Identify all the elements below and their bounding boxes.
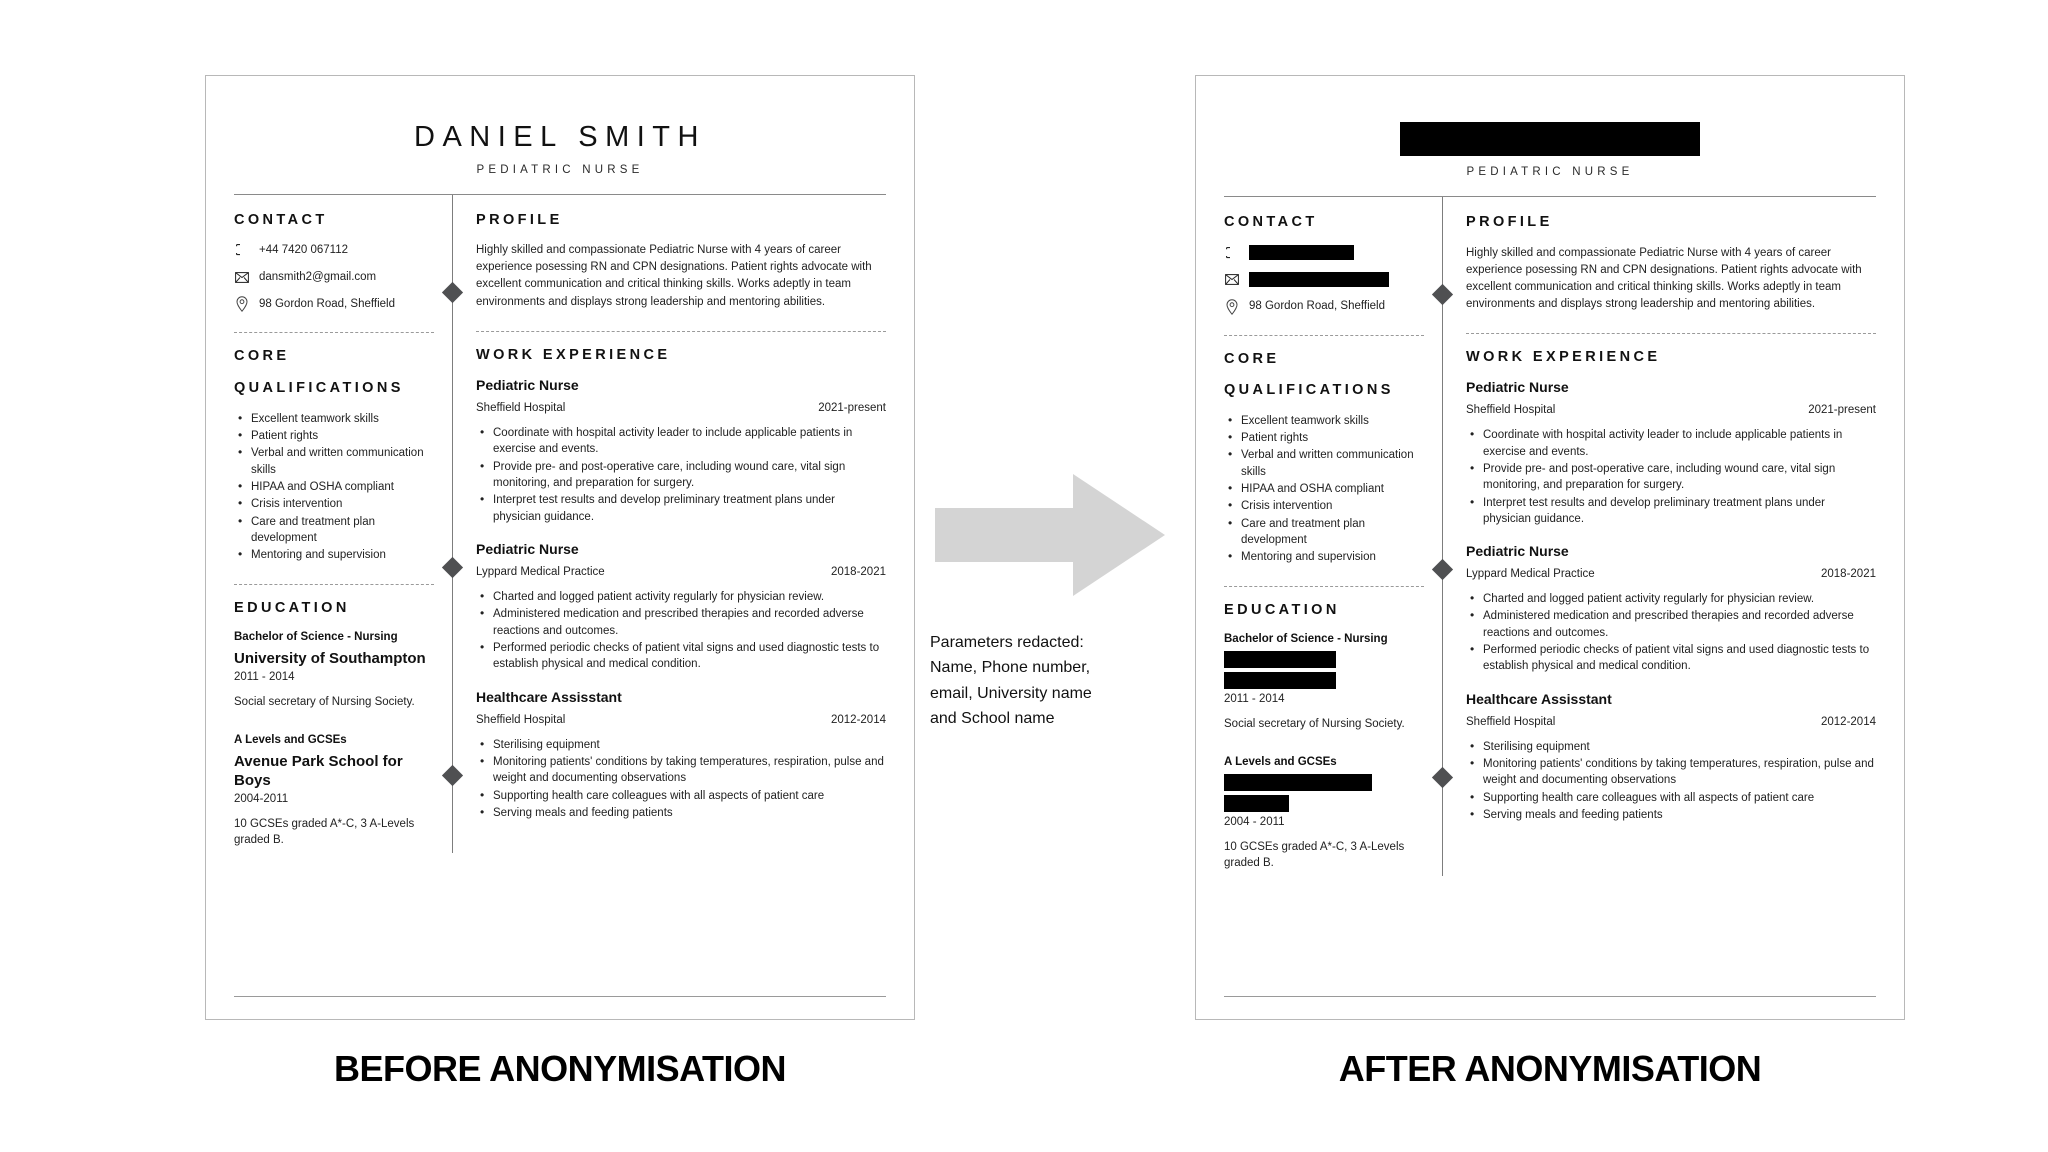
job-meta xyxy=(476,714,886,726)
work-experience-heading: WORK EXPERIENCE xyxy=(1466,348,1661,365)
job-bullets xyxy=(1466,591,1876,675)
section-separator xyxy=(1224,586,1424,587)
redaction-explanation-caption xyxy=(930,630,1145,731)
job-dates: 2018-2021 xyxy=(831,566,886,579)
contact-email-row xyxy=(234,269,434,285)
section-separator xyxy=(234,584,434,585)
list-item: • HIPAA and OSHA compliant xyxy=(1239,481,1424,497)
job-role: Pediatric Nurse xyxy=(1466,379,1569,396)
email-icon xyxy=(1224,272,1239,288)
resume-body xyxy=(1224,197,1876,876)
profile-heading: PROFILE xyxy=(476,211,563,228)
core-qualifications-heading-line2: QUALIFICATIONS xyxy=(1224,382,1394,399)
job-bullets xyxy=(476,737,886,822)
contact-email-row xyxy=(1224,272,1424,288)
core-qualifications-list xyxy=(234,411,434,564)
label-after-anonymisation: AFTER ANONYMISATION xyxy=(1338,1048,1762,1089)
section-separator xyxy=(234,332,434,333)
work-experience-entry xyxy=(1466,691,1876,824)
contact-phone-row xyxy=(1224,245,1424,261)
redaction-bar-university-line2 xyxy=(1224,672,1336,689)
list-item: • Supporting health care colleagues with all aspects of patient care xyxy=(491,788,886,804)
caption-line-4: and School name xyxy=(930,709,1055,727)
job-dates: 2018-2021 xyxy=(1821,568,1876,581)
job-role: Healthcare Assisstant xyxy=(1466,690,1612,707)
profile-text: Highly skilled and compassionate Pediatric Nurse with 4 years of career experience posessing RN and CPN designations. Patient rights advocate with excellent communication and critical thinking skills. Works adeptly in team environments and displays strong leadership and mentoring abilities. xyxy=(1466,246,1862,310)
education-degree: Bachelor of Science - Nursing xyxy=(1224,633,1388,646)
job-employer: Lyppard Medical Practice xyxy=(476,566,605,579)
job-meta xyxy=(1466,716,1876,728)
education-entry xyxy=(234,630,434,711)
job-role: Pediatric Nurse xyxy=(476,541,579,558)
contact-address-row xyxy=(234,296,434,312)
work-experience-entry xyxy=(1466,379,1876,527)
resume-after-anonymisation xyxy=(1195,75,1905,1020)
redaction-bar-name xyxy=(1400,122,1700,156)
job-employer: Sheffield Hospital xyxy=(476,402,566,415)
job-meta xyxy=(1466,404,1876,416)
section-separator xyxy=(476,331,886,332)
list-item: • HIPAA and OSHA compliant xyxy=(249,479,434,495)
job-bullets xyxy=(476,425,886,525)
contact-heading: CONTACT xyxy=(1224,214,1318,230)
education-degree: Bachelor of Science - Nursing xyxy=(234,631,398,644)
list-item: • Patient rights xyxy=(249,428,434,444)
resume-right-column xyxy=(1442,213,1876,876)
education-note: Social secretary of Nursing Society. xyxy=(234,696,415,709)
section-separator xyxy=(1466,333,1876,334)
list-item: • Performed periodic checks of patient vital signs and used diagnostic tests to establish physical and medical condition. xyxy=(491,640,886,673)
list-item: • Administered medication and prescribed therapies and recorded adverse reactions and outcomes. xyxy=(491,606,886,639)
label-before-anonymisation: BEFORE ANONYMISATION xyxy=(333,1048,786,1089)
work-experience-entry xyxy=(476,689,886,822)
list-item: • Care and treatment plan development xyxy=(249,514,434,547)
caption-line-1: Parameters redacted: xyxy=(930,634,1084,651)
redaction-bar-school-line1 xyxy=(1224,774,1372,791)
education-degree: A Levels and GCSEs xyxy=(234,734,347,747)
list-item: • Serving meals and feeding patients xyxy=(491,805,886,821)
education-note: 10 GCSEs graded A*-C, 3 A-Levels graded B. xyxy=(1224,840,1405,869)
list-item: • Patient rights xyxy=(1239,430,1424,446)
list-item: • Excellent teamwork skills xyxy=(249,411,434,427)
list-item: • Coordinate with hospital activity leader to include applicable patients in exercise and events. xyxy=(1481,427,1876,460)
job-employer: Sheffield Hospital xyxy=(1466,404,1556,417)
list-item: • Serving meals and feeding patients xyxy=(1481,807,1876,823)
list-item: • Charted and logged patient activity regularly for physician review. xyxy=(491,589,886,605)
core-qualifications-heading-line1: CORE xyxy=(234,348,290,365)
resume-header xyxy=(234,76,886,176)
education-years: 2004-2011 xyxy=(234,793,289,806)
contact-phone-value: +44 7420 067112 xyxy=(259,244,349,257)
education-entry xyxy=(1224,632,1424,733)
email-icon xyxy=(234,269,249,285)
job-employer: Sheffield Hospital xyxy=(476,713,566,726)
job-dates: 2021-present xyxy=(1808,404,1876,417)
section-separator xyxy=(1224,335,1424,336)
job-employer: Lyppard Medical Practice xyxy=(1466,568,1595,581)
list-item: • Care and treatment plan development xyxy=(1239,516,1424,549)
list-item: • Crisis intervention xyxy=(1239,498,1424,514)
job-bullets xyxy=(1466,739,1876,824)
list-item: • Sterilising equipment xyxy=(491,737,886,753)
list-item: • Supporting health care colleagues with all aspects of patient care xyxy=(1481,790,1876,806)
list-item: • Provide pre- and post-operative care, including wound care, vital sign monitoring, and preparation for surgery. xyxy=(1481,461,1876,494)
phone-icon xyxy=(234,242,249,258)
list-item: • Coordinate with hospital activity leader to include applicable patients in exercise and events. xyxy=(491,425,886,458)
job-bullets xyxy=(476,589,886,673)
contact-email-value: dansmith2@gmail.com xyxy=(259,271,377,284)
list-item: • Verbal and written communication skills xyxy=(1239,447,1424,480)
list-item: • Mentoring and supervision xyxy=(1239,549,1424,565)
job-dates: 2021-present xyxy=(818,402,886,415)
core-qualifications-heading-line2: QUALIFICATIONS xyxy=(234,380,404,397)
education-years: 2011 - 2014 xyxy=(234,671,295,684)
candidate-job-title: PEDIATRIC NURSE xyxy=(1466,166,1634,178)
footer-divider xyxy=(1224,996,1876,997)
footer-divider xyxy=(234,996,886,997)
spacer xyxy=(234,715,434,733)
list-item: • Administered medication and prescribed therapies and recorded adverse reactions and outcomes. xyxy=(1481,608,1876,641)
education-entry xyxy=(1224,755,1424,872)
work-experience-heading: WORK EXPERIENCE xyxy=(476,346,671,363)
education-note: 10 GCSEs graded A*-C, 3 A-Levels graded B. xyxy=(234,818,415,847)
transformation-arrow-icon xyxy=(935,470,1165,600)
redaction-bar-school-line2 xyxy=(1224,795,1289,812)
list-item: • Interpret test results and develop preliminary treatment plans under physician guidance. xyxy=(491,492,886,525)
resume-right-column xyxy=(452,211,886,853)
list-item: • Crisis intervention xyxy=(249,496,434,512)
core-qualifications-list xyxy=(1224,413,1424,566)
list-item: • Verbal and written communication skills xyxy=(249,445,434,478)
resume-before-anonymisation xyxy=(205,75,915,1020)
core-qualifications-heading-line1: CORE xyxy=(1224,350,1280,367)
contact-address-row xyxy=(1224,299,1424,315)
caption-line-3: email, University name xyxy=(930,684,1092,702)
profile-text: Highly skilled and compassionate Pediatric Nurse with 4 years of career experience posessing RN and CPN designations. Patient rights advocate with excellent communication and critical thinking skills. Works adeptly in team environments and displays strong leadership and mentoring abilities. xyxy=(476,244,872,308)
resume-header xyxy=(1224,76,1876,178)
education-note: Social secretary of Nursing Society. xyxy=(1224,718,1405,731)
education-heading: EDUCATION xyxy=(1224,601,1340,618)
job-meta xyxy=(476,402,886,414)
job-role: Healthcare Assisstant xyxy=(476,688,622,705)
resume-body xyxy=(234,195,886,853)
spacer xyxy=(1224,737,1424,755)
candidate-job-title: PEDIATRIC NURSE xyxy=(476,163,644,176)
work-experience-entry xyxy=(476,541,886,673)
job-role: Pediatric Nurse xyxy=(476,377,579,394)
profile-heading: PROFILE xyxy=(1466,214,1553,230)
resume-left-column xyxy=(1224,213,1442,876)
phone-icon xyxy=(1224,245,1239,261)
education-years: 2004 - 2011 xyxy=(1224,815,1285,828)
education-school: Avenue Park School for Boys xyxy=(234,753,403,790)
job-employer: Sheffield Hospital xyxy=(1466,715,1556,728)
contact-phone-row xyxy=(234,242,434,258)
resume-left-column xyxy=(234,211,452,853)
caption-line-2: Name, Phone number, xyxy=(930,659,1091,677)
job-dates: 2012-2014 xyxy=(1821,715,1876,728)
list-item: • Charted and logged patient activity regularly for physician review. xyxy=(1481,591,1876,607)
list-item: • Monitoring patients' conditions by taking temperatures, respiration, pulse and weight and documenting observations xyxy=(1481,756,1876,789)
contact-address-value: 98 Gordon Road, Sheffield xyxy=(259,298,395,311)
work-experience-entry xyxy=(1466,543,1876,675)
location-pin-icon xyxy=(1224,299,1239,315)
education-entry xyxy=(234,733,434,849)
list-item: • Provide pre- and post-operative care, including wound care, vital sign monitoring, and preparation for surgery. xyxy=(491,459,886,492)
list-item: • Mentoring and supervision xyxy=(249,547,434,563)
job-meta xyxy=(476,566,886,578)
job-dates: 2012-2014 xyxy=(831,713,886,726)
contact-address-value: 98 Gordon Road, Sheffield xyxy=(1249,300,1385,313)
redaction-bar-email xyxy=(1249,272,1389,287)
list-item: • Monitoring patients' conditions by taking temperatures, respiration, pulse and weight and documenting observations xyxy=(491,754,886,787)
job-meta xyxy=(1466,568,1876,580)
contact-heading: CONTACT xyxy=(234,211,328,228)
job-role: Pediatric Nurse xyxy=(1466,543,1569,560)
list-item: • Sterilising equipment xyxy=(1481,739,1876,755)
list-item: • Excellent teamwork skills xyxy=(1239,413,1424,429)
location-pin-icon xyxy=(234,296,249,312)
job-bullets xyxy=(1466,427,1876,527)
education-years: 2011 - 2014 xyxy=(1224,693,1285,706)
education-school: University of Southampton xyxy=(234,650,426,668)
list-item: • Interpret test results and develop preliminary treatment plans under physician guidance. xyxy=(1481,495,1876,528)
list-item: • Performed periodic checks of patient vital signs and used diagnostic tests to establish physical and medical condition. xyxy=(1481,642,1876,675)
work-experience-entry xyxy=(476,377,886,525)
education-heading: EDUCATION xyxy=(234,599,350,616)
redaction-bar-phone xyxy=(1249,245,1354,260)
candidate-name: DANIEL SMITH xyxy=(414,121,706,153)
redaction-bar-university-line1 xyxy=(1224,651,1336,668)
education-degree: A Levels and GCSEs xyxy=(1224,756,1337,768)
